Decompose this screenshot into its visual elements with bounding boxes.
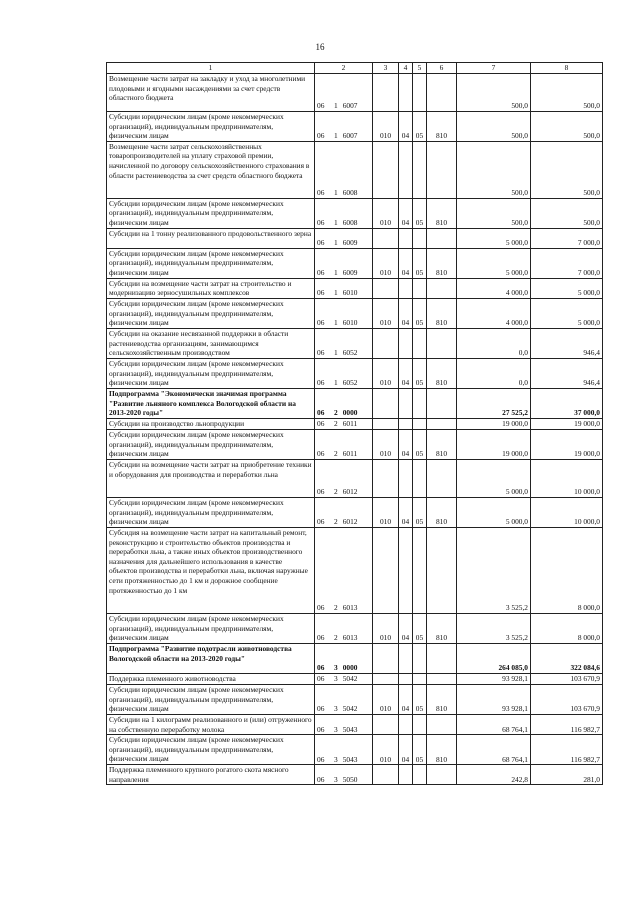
row-col5-cell: 05: [413, 358, 427, 388]
row-col4-cell: [399, 278, 413, 298]
table-row: [107, 418, 603, 429]
row-col6-cell: [427, 459, 457, 497]
row-name-cell: Субсидии на 1 килограмм реализованного и (или) отгруженного на собственную переработку молока: [107, 714, 315, 734]
row-name-cell: Возмещение части затрат на закладку и уход за многолетними плодовыми и ягодными насаждениями за счет средств областного бюджета: [107, 74, 315, 112]
code-part: 1: [334, 378, 338, 388]
row-col6-cell: [427, 673, 457, 684]
code-part: 06: [317, 774, 325, 784]
code-part: 6008: [342, 188, 358, 198]
code-part: 5043: [342, 724, 358, 734]
table-row: [107, 673, 603, 684]
row-col5-cell: 05: [413, 735, 427, 765]
code-part: 6010: [342, 288, 358, 298]
code-part: 06: [317, 449, 325, 459]
row-amount-2014-cell: 103 670,9: [531, 684, 603, 714]
table-row: [107, 328, 603, 358]
row-col4-cell: [399, 459, 413, 497]
row-col6-cell: [427, 228, 457, 248]
row-amount-2013-cell: 5 000,0: [457, 497, 531, 527]
row-col6-cell: [427, 643, 457, 673]
code-part: 6009: [342, 268, 358, 278]
header-cell: 4: [399, 63, 413, 74]
code-part: 06: [317, 603, 325, 613]
code-part: 06: [317, 487, 325, 497]
row-amount-2014-cell: 500,0: [531, 112, 603, 142]
code-part: 6012: [342, 517, 358, 527]
code-part: 5042: [342, 674, 358, 684]
row-col4-cell: [399, 765, 413, 785]
row-code-cell: [315, 429, 373, 459]
row-col6-cell: [427, 418, 457, 429]
row-amount-2013-cell: 0,0: [457, 358, 531, 388]
code-part: 06: [317, 419, 325, 429]
code-part: 06: [317, 754, 325, 764]
table-row: [107, 228, 603, 248]
row-col5-cell: [413, 765, 427, 785]
table-row: [107, 735, 603, 765]
code-part: 1: [334, 348, 338, 358]
row-col3-cell: [373, 418, 399, 429]
row-col6-cell: 810: [427, 112, 457, 142]
row-col5-cell: 05: [413, 112, 427, 142]
row-code-cell: [315, 198, 373, 228]
row-col4-cell: 04: [399, 429, 413, 459]
header-cell: 2: [315, 63, 373, 74]
code-part: 6013: [342, 603, 358, 613]
code-part: 2: [334, 419, 338, 429]
row-name-cell: Субсидии на оказание несвязанной поддержки в области растениеводства организациям, занимающимся сельскохозяйственным производством: [107, 328, 315, 358]
row-amount-2014-cell: 116 982,7: [531, 735, 603, 765]
code-part: 5050: [342, 774, 358, 784]
row-col4-cell: [399, 388, 413, 418]
code-part: 1: [334, 288, 338, 298]
row-col6-cell: 810: [427, 613, 457, 643]
row-col5-cell: 05: [413, 684, 427, 714]
code-part: 3: [334, 704, 338, 714]
row-col6-cell: 810: [427, 298, 457, 328]
row-amount-2014-cell: 946,4: [531, 328, 603, 358]
row-name-cell: Поддержка племенного животноводства: [107, 673, 315, 684]
row-name-cell: Субсидия на возмещение части затрат на капитальный ремонт, реконструкцию и строительство объектов производства и переработки льна, а также иных объектов производственного назначения для дальнейшего использования в качестве объектов производства и переработки льна, включая наружные сети протяженностью до 1 км и дорожное сообщение протяженностью до 1 км: [107, 527, 315, 613]
row-col3-cell: [373, 643, 399, 673]
row-name-cell: Субсидии юридическим лицам (кроме некоммерческих организаций), индивидуальным предпринимателям, физическим лицам: [107, 112, 315, 142]
row-code-cell: [315, 673, 373, 684]
code-part: 06: [317, 663, 325, 673]
row-col6-cell: 810: [427, 735, 457, 765]
row-amount-2013-cell: 500,0: [457, 112, 531, 142]
row-code-cell: [315, 765, 373, 785]
code-part: 0000: [342, 408, 358, 418]
row-amount-2014-cell: 19 000,0: [531, 429, 603, 459]
code-part: 06: [317, 633, 325, 643]
row-col6-cell: [427, 74, 457, 112]
row-amount-2013-cell: 0,0: [457, 328, 531, 358]
row-col6-cell: [427, 328, 457, 358]
row-col5-cell: [413, 459, 427, 497]
table-row: [107, 684, 603, 714]
code-part: 6052: [342, 348, 358, 358]
row-amount-2014-cell: 281,0: [531, 765, 603, 785]
row-amount-2013-cell: 93 928,1: [457, 673, 531, 684]
table-header-row: [107, 63, 603, 74]
row-amount-2014-cell: 37 000,0: [531, 388, 603, 418]
row-col3-cell: [373, 765, 399, 785]
code-part: 06: [317, 268, 325, 278]
code-part: 2: [334, 517, 338, 527]
row-name-cell: Субсидии на производство льнопродукции: [107, 418, 315, 429]
code-part: 06: [317, 131, 325, 141]
row-col4-cell: [399, 141, 413, 198]
table-row: [107, 112, 603, 142]
row-amount-2013-cell: 27 525,2: [457, 388, 531, 418]
row-col3-cell: 010: [373, 358, 399, 388]
code-part: 6011: [342, 419, 358, 429]
row-amount-2014-cell: 10 000,0: [531, 497, 603, 527]
row-col3-cell: [373, 673, 399, 684]
row-amount-2014-cell: 5 000,0: [531, 298, 603, 328]
row-amount-2013-cell: 500,0: [457, 141, 531, 198]
row-col3-cell: [373, 328, 399, 358]
row-col4-cell: [399, 673, 413, 684]
row-name-cell: Субсидии юридическим лицам (кроме некоммерческих организаций), индивидуальным предпринимателям, физическим лицам: [107, 497, 315, 527]
row-amount-2014-cell: 500,0: [531, 198, 603, 228]
row-amount-2013-cell: 3 525,2: [457, 613, 531, 643]
row-col5-cell: 05: [413, 248, 427, 278]
row-amount-2014-cell: 103 670,9: [531, 673, 603, 684]
code-part: 6009: [342, 238, 358, 248]
code-part: 3: [334, 774, 338, 784]
code-part: 06: [317, 378, 325, 388]
header-cell: 3: [373, 63, 399, 74]
row-amount-2013-cell: 242,8: [457, 765, 531, 785]
code-part: 1: [334, 131, 338, 141]
row-code-cell: [315, 643, 373, 673]
code-part: 6008: [342, 218, 358, 228]
table-row: [107, 527, 603, 613]
row-amount-2013-cell: 500,0: [457, 198, 531, 228]
row-amount-2013-cell: 5 000,0: [457, 248, 531, 278]
row-code-cell: [315, 328, 373, 358]
row-col6-cell: 810: [427, 684, 457, 714]
row-code-cell: [315, 388, 373, 418]
header-cell: 5: [413, 63, 427, 74]
code-part: 6011: [342, 449, 358, 459]
row-amount-2013-cell: 500,0: [457, 74, 531, 112]
code-part: 6012: [342, 487, 358, 497]
row-code-cell: [315, 613, 373, 643]
row-code-cell: [315, 248, 373, 278]
row-col3-cell: [373, 527, 399, 613]
code-part: 6052: [342, 378, 358, 388]
code-part: 1: [334, 188, 338, 198]
row-col6-cell: [427, 527, 457, 613]
row-col3-cell: 010: [373, 497, 399, 527]
row-col3-cell: 010: [373, 735, 399, 765]
code-part: 2: [334, 408, 338, 418]
row-col5-cell: 05: [413, 613, 427, 643]
row-name-cell: Субсидии юридическим лицам (кроме некоммерческих организаций), индивидуальным предпринимателям, физическим лицам: [107, 735, 315, 765]
row-col5-cell: [413, 418, 427, 429]
row-code-cell: [315, 418, 373, 429]
header-cell: 8: [531, 63, 603, 74]
row-col3-cell: 010: [373, 613, 399, 643]
row-col4-cell: 04: [399, 497, 413, 527]
row-amount-2013-cell: 5 000,0: [457, 228, 531, 248]
table-row: [107, 198, 603, 228]
row-code-cell: [315, 298, 373, 328]
row-col5-cell: 05: [413, 429, 427, 459]
budget-table: [106, 62, 603, 785]
row-col3-cell: [373, 388, 399, 418]
row-col5-cell: [413, 643, 427, 673]
row-name-cell: Возмещение части затрат сельскохозяйственных товаропроизводителей на уплату страховой премии, начисленной по договору сельскохозяйственного страхования в области растениеводства за счет средств областного бюджета: [107, 141, 315, 198]
row-amount-2014-cell: 8 000,0: [531, 527, 603, 613]
row-name-cell: Подпрограмма "Развитие подотрасли животноводства Вологодской области на 2013-2020 годы": [107, 643, 315, 673]
row-col6-cell: [427, 278, 457, 298]
row-col5-cell: [413, 388, 427, 418]
row-amount-2013-cell: 19 000,0: [457, 418, 531, 429]
table-row: [107, 429, 603, 459]
row-code-cell: [315, 278, 373, 298]
code-part: 06: [317, 101, 325, 111]
row-amount-2014-cell: 5 000,0: [531, 278, 603, 298]
code-part: 06: [317, 288, 325, 298]
row-col4-cell: [399, 643, 413, 673]
row-name-cell: Субсидии на возмещение части затрат на приобретение техники и оборудования для производства и переработки льна: [107, 459, 315, 497]
header-cell: 6: [427, 63, 457, 74]
row-amount-2013-cell: 4 000,0: [457, 298, 531, 328]
row-col5-cell: 05: [413, 198, 427, 228]
row-col3-cell: [373, 74, 399, 112]
row-col5-cell: [413, 278, 427, 298]
row-col4-cell: 04: [399, 198, 413, 228]
row-amount-2014-cell: 946,4: [531, 358, 603, 388]
row-amount-2013-cell: 68 764,1: [457, 735, 531, 765]
row-amount-2014-cell: 500,0: [531, 74, 603, 112]
row-col3-cell: [373, 228, 399, 248]
row-col6-cell: 810: [427, 198, 457, 228]
code-part: 5043: [342, 754, 358, 764]
row-col3-cell: [373, 141, 399, 198]
code-part: 5042: [342, 704, 358, 714]
row-col5-cell: 05: [413, 298, 427, 328]
code-part: 06: [317, 408, 325, 418]
table-row: [107, 388, 603, 418]
row-name-cell: Субсидии юридическим лицам (кроме некоммерческих организаций), индивидуальным предпринимателям, физическим лицам: [107, 198, 315, 228]
code-part: 6007: [342, 101, 358, 111]
code-part: 06: [317, 348, 325, 358]
row-col4-cell: 04: [399, 684, 413, 714]
table-row: [107, 497, 603, 527]
row-col3-cell: [373, 459, 399, 497]
row-amount-2014-cell: 500,0: [531, 141, 603, 198]
row-col6-cell: 810: [427, 358, 457, 388]
row-code-cell: [315, 141, 373, 198]
row-name-cell: Подпрограмма "Экономически значимая программа "Развитие льняного комплекса Вологодской области на 2013-2020 годы": [107, 388, 315, 418]
row-col3-cell: 010: [373, 429, 399, 459]
row-amount-2013-cell: 93 928,1: [457, 684, 531, 714]
row-col5-cell: [413, 673, 427, 684]
code-part: 06: [317, 674, 325, 684]
code-part: 2: [334, 449, 338, 459]
code-part: 2: [334, 487, 338, 497]
table-row: [107, 248, 603, 278]
row-amount-2013-cell: 264 085,0: [457, 643, 531, 673]
table-row: [107, 613, 603, 643]
row-col4-cell: [399, 714, 413, 734]
row-col4-cell: 04: [399, 298, 413, 328]
row-amount-2014-cell: 322 084,6: [531, 643, 603, 673]
code-part: 06: [317, 218, 325, 228]
row-amount-2014-cell: 19 000,0: [531, 418, 603, 429]
row-amount-2013-cell: 19 000,0: [457, 429, 531, 459]
code-part: 1: [334, 238, 338, 248]
table-row: [107, 141, 603, 198]
row-col4-cell: [399, 228, 413, 248]
row-amount-2013-cell: 4 000,0: [457, 278, 531, 298]
row-amount-2013-cell: 68 764,1: [457, 714, 531, 734]
code-part: 0000: [342, 663, 358, 673]
table-row: [107, 643, 603, 673]
row-name-cell: Поддержка племенного крупного рогатого скота мясного направления: [107, 765, 315, 785]
row-code-cell: [315, 74, 373, 112]
row-col6-cell: [427, 388, 457, 418]
row-col6-cell: 810: [427, 429, 457, 459]
row-code-cell: [315, 358, 373, 388]
row-col3-cell: [373, 714, 399, 734]
code-part: 6013: [342, 633, 358, 643]
code-part: 06: [317, 188, 325, 198]
table-row: [107, 298, 603, 328]
row-col5-cell: 05: [413, 497, 427, 527]
code-part: 1: [334, 101, 338, 111]
row-code-cell: [315, 228, 373, 248]
row-col6-cell: [427, 765, 457, 785]
row-name-cell: Субсидии юридическим лицам (кроме некоммерческих организаций), индивидуальным предпринимателям, физическим лицам: [107, 613, 315, 643]
row-name-cell: Субсидии юридическим лицам (кроме некоммерческих организаций), индивидуальным предпринимателям, физическим лицам: [107, 358, 315, 388]
code-part: 3: [334, 724, 338, 734]
row-col4-cell: [399, 74, 413, 112]
table-row: [107, 278, 603, 298]
row-name-cell: Субсидии юридическим лицам (кроме некоммерческих организаций), индивидуальным предпринимателям, физическим лицам: [107, 248, 315, 278]
row-name-cell: Субсидии юридическим лицам (кроме некоммерческих организаций), индивидуальным предпринимателям, физическим лицам: [107, 684, 315, 714]
row-code-cell: [315, 527, 373, 613]
page-number: 16: [315, 42, 325, 52]
row-col6-cell: [427, 141, 457, 198]
row-col6-cell: 810: [427, 248, 457, 278]
table-row: [107, 74, 603, 112]
row-code-cell: [315, 735, 373, 765]
row-name-cell: Субсидии на возмещение части затрат на строительство и модернизацию зерносушильных комплексов: [107, 278, 315, 298]
row-name-cell: Субсидии юридическим лицам (кроме некоммерческих организаций), индивидуальным предпринимателям, физическим лицам: [107, 298, 315, 328]
code-part: 3: [334, 674, 338, 684]
code-part: 06: [317, 517, 325, 527]
code-part: 6010: [342, 318, 358, 328]
row-amount-2014-cell: 7 000,0: [531, 248, 603, 278]
row-col5-cell: [413, 527, 427, 613]
row-code-cell: [315, 684, 373, 714]
row-code-cell: [315, 459, 373, 497]
row-name-cell: Субсидии юридическим лицам (кроме некоммерческих организаций), индивидуальным предпринимателям, физическим лицам: [107, 429, 315, 459]
row-col3-cell: 010: [373, 248, 399, 278]
header-cell: 1: [107, 63, 315, 74]
row-col5-cell: [413, 714, 427, 734]
row-col3-cell: 010: [373, 198, 399, 228]
row-code-cell: [315, 714, 373, 734]
code-part: 06: [317, 724, 325, 734]
row-amount-2013-cell: 5 000,0: [457, 459, 531, 497]
row-col3-cell: 010: [373, 298, 399, 328]
row-col4-cell: 04: [399, 735, 413, 765]
row-col3-cell: 010: [373, 112, 399, 142]
code-part: 1: [334, 218, 338, 228]
row-amount-2013-cell: 3 525,2: [457, 527, 531, 613]
row-col3-cell: 010: [373, 684, 399, 714]
row-col5-cell: [413, 328, 427, 358]
row-amount-2014-cell: 8 000,0: [531, 613, 603, 643]
row-col4-cell: 04: [399, 613, 413, 643]
code-part: 2: [334, 633, 338, 643]
row-amount-2014-cell: 10 000,0: [531, 459, 603, 497]
row-col4-cell: [399, 527, 413, 613]
row-amount-2014-cell: 7 000,0: [531, 228, 603, 248]
row-col4-cell: 04: [399, 358, 413, 388]
row-col3-cell: [373, 278, 399, 298]
code-part: 1: [334, 268, 338, 278]
row-col4-cell: 04: [399, 112, 413, 142]
row-col5-cell: [413, 141, 427, 198]
row-col4-cell: 04: [399, 248, 413, 278]
row-code-cell: [315, 112, 373, 142]
header-cell: 7: [457, 63, 531, 74]
table-row: [107, 459, 603, 497]
code-part: 2: [334, 603, 338, 613]
row-amount-2014-cell: 116 982,7: [531, 714, 603, 734]
code-part: 06: [317, 318, 325, 328]
row-col6-cell: [427, 714, 457, 734]
table-row: [107, 714, 603, 734]
code-part: 06: [317, 238, 325, 248]
table-row: [107, 765, 603, 785]
row-col5-cell: [413, 74, 427, 112]
table-row: [107, 358, 603, 388]
row-col5-cell: [413, 228, 427, 248]
code-part: 3: [334, 663, 338, 673]
code-part: 3: [334, 754, 338, 764]
row-col6-cell: 810: [427, 497, 457, 527]
code-part: 06: [317, 704, 325, 714]
code-part: 1: [334, 318, 338, 328]
row-code-cell: [315, 497, 373, 527]
code-part: 6007: [342, 131, 358, 141]
row-name-cell: Субсидии на 1 тонну реализованного продовольственного зерна: [107, 228, 315, 248]
row-col4-cell: [399, 418, 413, 429]
row-col4-cell: [399, 328, 413, 358]
